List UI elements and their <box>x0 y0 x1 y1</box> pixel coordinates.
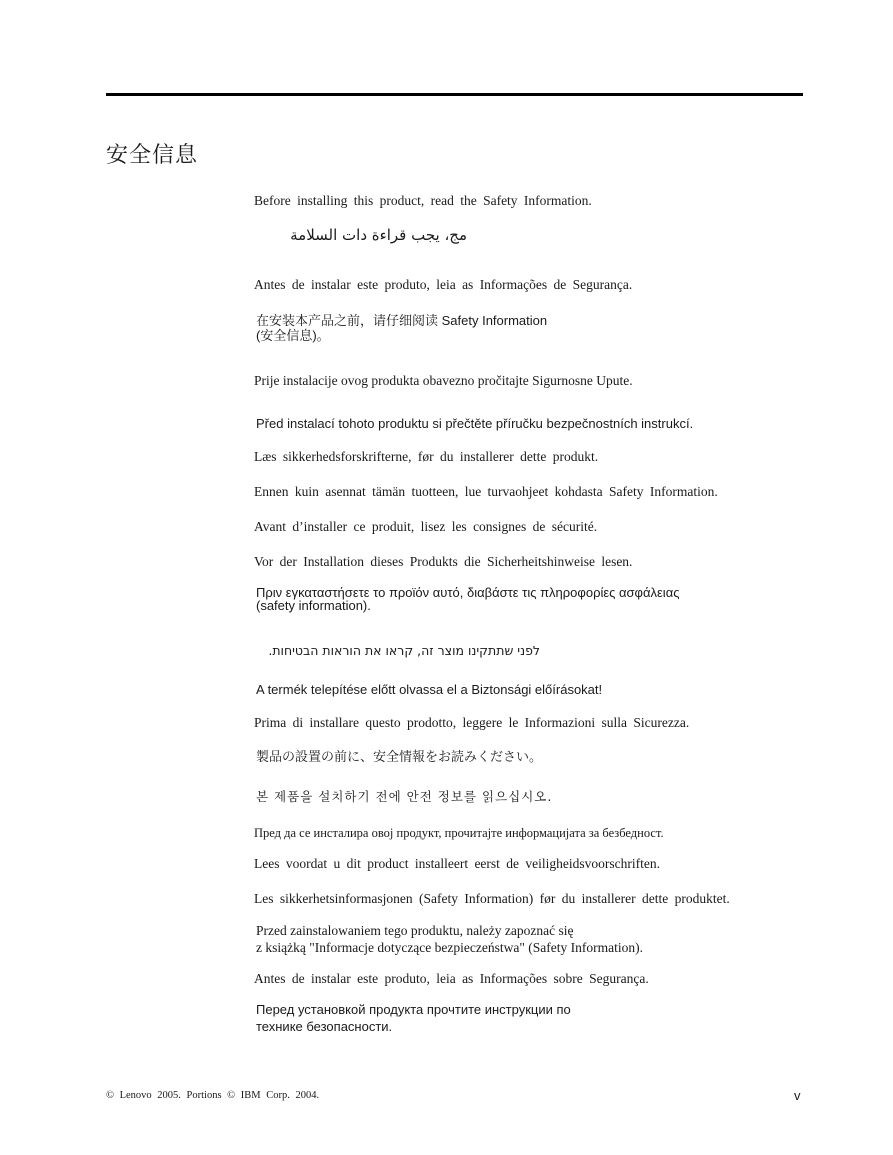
statement-danish: Læs sikkerhedsforskrifterne, før du installerer dette produkt. <box>254 449 599 464</box>
statement-japanese: 製品の設置の前に、安全情報をお読みください。 <box>256 749 543 764</box>
statement-german: Vor der Installation dieses Produkts die Sicherheitshinweise lesen. <box>254 554 633 569</box>
statement-polish: Przed zainstalowaniem tego produktu, należy zapoznać się z książką "Informacje dotyczące bezpieczeństwa" (Safety Information). <box>256 923 643 955</box>
statement-dutch: Lees voordat u dit product installeert eerst de veiligheidsvoorschriften. <box>254 856 661 871</box>
statement-croatian: Prije instalacije ovog produkta obavezno pročitajte Sigurnosne Upute. <box>254 373 633 388</box>
statement-arabic: مج، يجب قراءة دات السلامة <box>290 226 467 244</box>
top-rule <box>106 93 803 96</box>
statement-finnish: Ennen kuin asennat tämän tuotteen, lue turvaohjeet kohdasta Safety Information. <box>254 484 718 499</box>
statement-french: Avant d’installer ce produit, lisez les consignes de sécurité. <box>254 519 598 534</box>
statement-greek: Πριν εγκαταστήσετε το προϊόν αυτό, διαβάστε τις πληροφορίες ασφάλειας (safety information). <box>256 585 680 613</box>
copyright-notice: © Lenovo 2005. Portions © IBM Corp. 2004. <box>106 1090 320 1101</box>
statement-chinese-simplified: 在安装本产品之前，请仔细阅读 Safety Information (安全信息)。 <box>256 313 548 343</box>
statement-italian: Prima di installare questo prodotto, leggere le Informazioni sulla Sicurezza. <box>254 715 690 730</box>
statement-norwegian: Les sikkerhetsinformasjonen (Safety Information) før du installerer dette produktet. <box>254 891 730 906</box>
statement-english: Before installing this product, read the Safety Information. <box>254 193 592 208</box>
statement-czech: Před instalací tohoto produktu si přečtěte příručku bezpečnostních instrukcí. <box>256 416 694 431</box>
statement-hebrew: לפני שתתקינו מוצר זה, קראו את הוראות הבטיחות. <box>268 643 540 658</box>
statement-macedonian: Пред да се инсталира овој продукт, прочитајте информацијата за безбедност. <box>254 826 664 840</box>
statement-portuguese: Antes de instalar este produto, leia as Informações sobre Segurança. <box>254 971 649 986</box>
statement-korean: 본 제품을 설치하기 전에 안전 정보를 읽으십시오. <box>256 789 553 804</box>
page-number: v <box>794 1088 801 1103</box>
page-title: 安全信息 <box>106 143 199 168</box>
statement-portuguese-brazil: Antes de instalar este produto, leia as Informações de Segurança. <box>254 277 633 292</box>
statement-hungarian: A termék telepítése előtt olvassa el a Biztonsági előírásokat! <box>256 682 603 697</box>
statement-russian: Перед установкой продукта прочтите инструкции по технике безопасности. <box>256 1002 571 1034</box>
